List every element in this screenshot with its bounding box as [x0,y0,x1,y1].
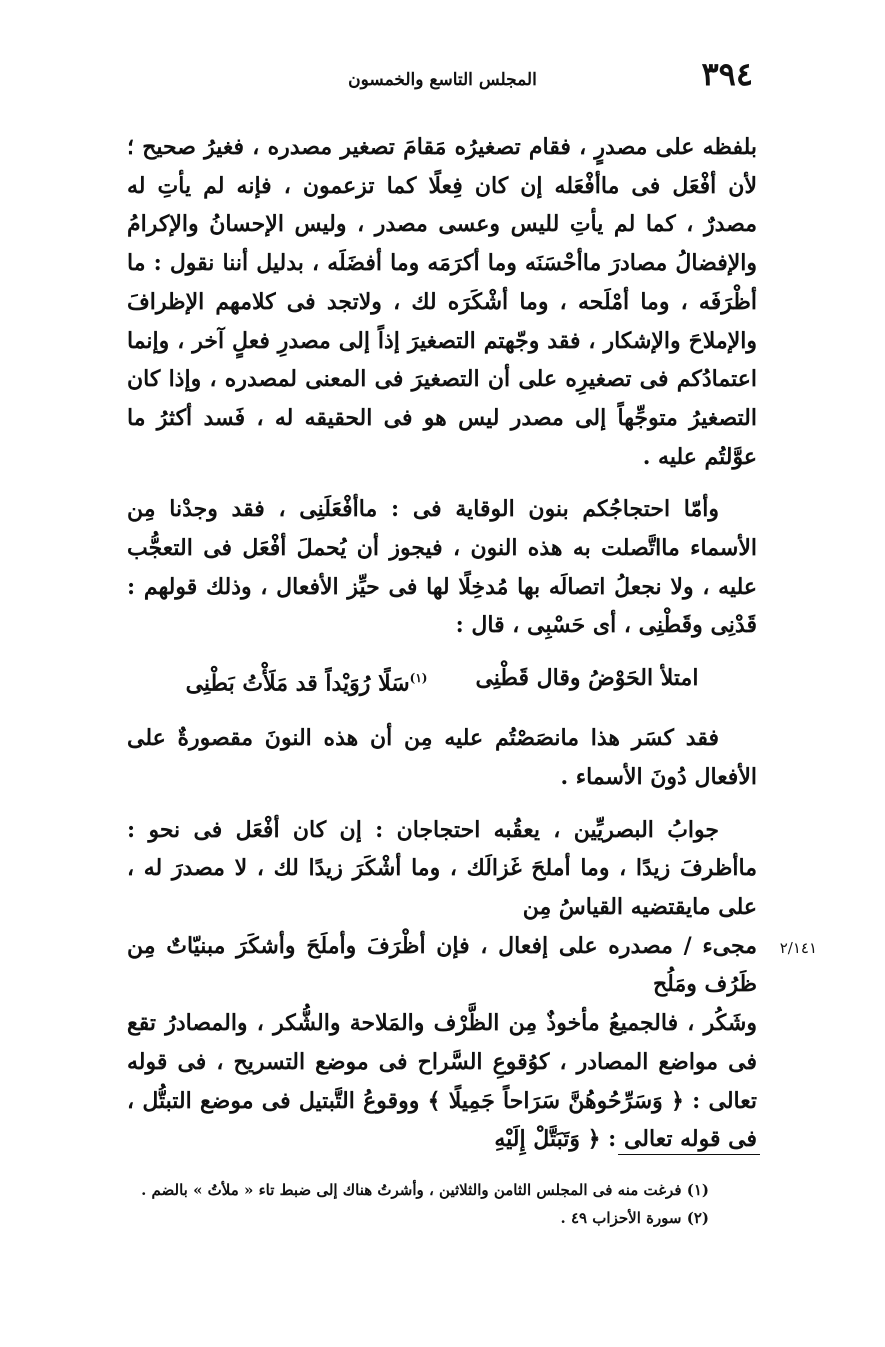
line-with-margin-reference [127,927,817,1004]
page-number: ٣٩٤ [701,55,753,93]
footnote-separator [618,1154,760,1155]
paragraph-2: وأمّا احتجاجُكم بنون الوقاية فى : ماأفْعَلَنِى ، فقد وجدْنا مِن الأسماء مااتَّصلت به هذه النون ، فيجوز أن يُحملَ أفْعَل فى التعجُّب عليه ، ولا نجعلُ اتصالَه بها مُدخِلًا لها فى حيِّز الأفعال ، وذلك قولهم : قَدْنِى وقَطْنِى ، أى حَسْبِى ، قال : [127,496,757,639]
verse-second-hemistich [186,659,428,703]
main-text [127,128,817,1159]
footnote-1: (١) فرغت منه فى المجلس الثامن والثلاثين ، وأشرتُ هناك إلى ضبط تاء « ملأتُ » بالضم . [141,1181,709,1199]
margin-reference: ٢/١٤١ [779,938,817,957]
verse-first-hemistich: امتلأ الحَوْضُ وقال قَطْنِى [475,665,699,692]
paragraph-4 [127,811,817,1159]
paragraph-3: فقد كسَر هذا مانصَصْتُم عليه مِن أن هذه النونَ مقصورةٌ على الأفعال دُونَ الأسماء . [127,725,757,790]
footnote-marker-1: (١) [409,671,428,686]
poetry-verse [127,659,757,703]
footnotes [109,1176,709,1232]
running-head: المجلس التاسع والخمسون [348,70,537,90]
paragraph-4-part-a: جوابُ البصريِّين ، يعقُبه احتجاجان : إن كان أفْعَل فى نحو : ماأظرفَ زيدًا ، وما أملحَ غَزالَك ، وما أشْكَرَ زيدًا لك ، لا مصدرَ له ، على مايقتضيه القياسُ مِن [127,816,757,920]
paragraph-1: بلفظه على مصدرٍ ، فقام تصغيرُه مَقامَ تصغير مصدره ، فغيرُ صحيح ؛ لأن أفْعَل فى ماأفْعَله إن كان فِعلًا كما تزعمون ، فإنه لم يأتِ له مصدرٌ ، كما لم يأتِ لليس وعسى مصدر ، وليس الإحسانُ والإكرامُ والإفضالُ مصادرَ ماأحْسَنَه وما أكرَمَه وما أفضَلَه ، بدليل أننا نقول : ما أظْرَفَه ، وما أمْلَحه ، وما أشْكَرَه لك ، ولاتجد فى كلامهم الإظرافَ والإملاحَ والإشكار ، فقد وجّهتم التصغيرَ إذاً إلى مصدرِ فعلٍ آخر ، وإنما اعتمادُكم فى تصغيرِه على أن التصغيرَ فى المعنى لمصدره ، وإذا كان التصغيرُ متوجِّهاً إلى مصدر ليس هو فى الحقيقه له ، فَسد أكثرُ ما عوَّلتُم عليه . [127,134,757,470]
verse-second-text: سَلًا رُوَيْداً قد مَلَأْتُ بَطْنِى [185,670,410,697]
paragraph-4-part-b: مجىء / مصدره على إفعال ، فإن أظْرَفَ وأملَحَ وأشكَرَ مبنيّاتٌ مِن ظَرُف ومَلُح [127,932,757,998]
paragraph-4-part-c: وشَكُر ، فالجميعُ مأخوذٌ مِن الظَّرْف والمَلاحة والشُّكر ، والمصادرُ تقع فى مواضع المصادر ، كوُقوعِ السَّراح فى موضع التسريح ، فى قوله تعالى : ﴿ وَسَرِّحُوهُنَّ سَرَاحاً جَمِيلًا ﴾ ووقوعُ التَّبتيل فى موضع التبتُّل ، فى قوله تعالى : ﴿ وَتَبَتَّلْ إِلَيْهِ [127,1010,757,1153]
footnote-2: (٢) سورة الأحزاب ٤٩ . [560,1209,709,1227]
